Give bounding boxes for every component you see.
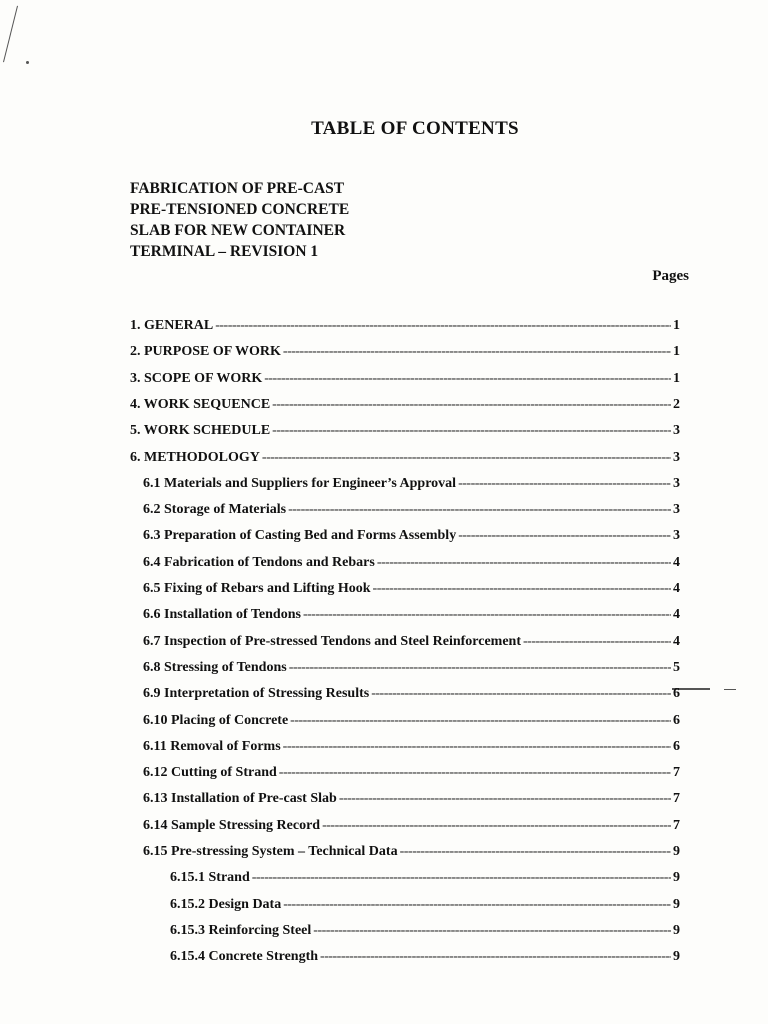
- toc-leader-dashes: [283, 897, 671, 913]
- toc-leader-dashes: [458, 528, 671, 544]
- pages-column-label: Pages: [652, 268, 689, 284]
- toc-entry-page: 7: [673, 765, 680, 780]
- toc-leader-dashes: [322, 818, 671, 834]
- toc-entry: [143, 713, 680, 733]
- toc-entry-page: 5: [673, 660, 680, 675]
- toc-entry-label: 6. METHODOLOGY: [130, 450, 260, 465]
- toc-entry-page: 6: [673, 713, 680, 728]
- toc-entry-label: 6.9 Interpretation of Stressing Results: [143, 686, 370, 701]
- subtitle-line: PRE-TENSIONED CONCRETE: [130, 201, 350, 218]
- toc-leader-dashes: [458, 476, 671, 492]
- toc-entry: [143, 528, 680, 548]
- toc-entry: [130, 371, 680, 391]
- toc-leader-dashes: [400, 844, 671, 860]
- toc-entry-page: 3: [673, 450, 680, 465]
- toc-entry: [170, 949, 680, 969]
- toc-entry-page: 9: [673, 897, 680, 912]
- subtitle-line: TERMINAL – REVISION 1: [130, 243, 319, 260]
- toc-entry: [143, 765, 680, 785]
- toc-entry-label: 6.13 Installation of Pre-cast Slab: [143, 791, 337, 806]
- toc-leader-dashes: [283, 739, 671, 755]
- toc-entry-page: 2: [673, 397, 680, 412]
- toc-entry-label: 2. PURPOSE OF WORK: [130, 344, 281, 359]
- toc-entry-label: 1. GENERAL: [130, 318, 214, 333]
- toc-entry-label: 6.15 Pre-stressing System – Technical Data: [143, 844, 398, 859]
- toc-leader-dashes: [377, 555, 671, 571]
- toc-leader-dashes: [290, 713, 671, 729]
- toc-leader-dashes: [215, 318, 671, 334]
- toc-leader-dashes: [252, 870, 671, 886]
- toc-entry: [143, 791, 680, 811]
- toc-entry-label: 5. WORK SCHEDULE: [130, 423, 271, 438]
- toc-entry: [130, 450, 680, 470]
- toc-entry-page: 9: [673, 949, 680, 964]
- toc-leader-dashes: [303, 607, 671, 623]
- scan-mark-dash-small: [724, 689, 736, 690]
- toc-entry-page: 4: [673, 607, 680, 622]
- toc-leader-dashes: [523, 634, 671, 650]
- toc-entry: [143, 502, 680, 522]
- toc-entry-page: 3: [673, 476, 680, 491]
- toc-entry-page: 3: [673, 528, 680, 543]
- toc-leader-dashes: [339, 791, 671, 807]
- toc-leader-dashes: [272, 423, 671, 439]
- toc-entry-page: 6: [673, 686, 680, 701]
- toc-entry-page: 4: [673, 555, 680, 570]
- toc-leader-dashes: [272, 397, 671, 413]
- toc-entry-label: 6.5 Fixing of Rebars and Lifting Hook: [143, 581, 371, 596]
- toc-leader-dashes: [313, 923, 671, 939]
- toc-entry: [130, 423, 680, 443]
- toc-entry-page: 9: [673, 923, 680, 938]
- toc-entry-label: 6.11 Removal of Forms: [143, 739, 281, 754]
- toc-entry-label: 6.10 Placing of Concrete: [143, 713, 289, 728]
- toc-entry-label: 6.2 Storage of Materials: [143, 502, 287, 517]
- toc-entry-label: 6.7 Inspection of Pre-stressed Tendons and Steel Reinforcement: [143, 634, 521, 649]
- toc-leader-dashes: [264, 371, 671, 387]
- toc-leader-dashes: [373, 581, 671, 597]
- toc-entry-page: 1: [673, 371, 680, 386]
- toc-entry: [130, 344, 680, 364]
- toc-entry-label: 6.12 Cutting of Strand: [143, 765, 277, 780]
- toc-entry-page: 3: [673, 423, 680, 438]
- toc-entry-page: 4: [673, 581, 680, 596]
- toc-entry: [143, 607, 680, 627]
- toc-entry: [143, 660, 680, 680]
- toc-entry-label: 6.3 Preparation of Casting Bed and Forms Assembly: [143, 528, 457, 543]
- toc-entry: [143, 555, 680, 575]
- toc-entry-page: 9: [673, 870, 680, 885]
- toc-entry-page: 7: [673, 791, 680, 806]
- toc-entry-label: 6.15.2 Design Data: [170, 897, 282, 912]
- toc-entry-label: 4. WORK SEQUENCE: [130, 397, 271, 412]
- toc-entry-label: 6.15.1 Strand: [170, 870, 250, 885]
- toc-entry: [143, 634, 680, 654]
- toc-entry: [143, 476, 680, 496]
- toc-entry-page: 7: [673, 818, 680, 833]
- toc-entry: [143, 739, 680, 759]
- toc-leader-dashes: [289, 660, 671, 676]
- toc-entry-page: 4: [673, 634, 680, 649]
- toc-leader-dashes: [283, 344, 671, 360]
- toc-entry-page: 1: [673, 344, 680, 359]
- toc-entry: [143, 818, 680, 838]
- toc-entry-label: 6.6 Installation of Tendons: [143, 607, 301, 622]
- toc-entry-label: 3. SCOPE OF WORK: [130, 371, 263, 386]
- toc-entry-label: 6.1 Materials and Suppliers for Engineer’s Approval: [143, 476, 457, 491]
- toc-leader-dashes: [279, 765, 671, 781]
- toc-leader-dashes: [371, 686, 671, 702]
- toc-entry-label: 6.15.4 Concrete Strength: [170, 949, 319, 964]
- toc-entry: [143, 844, 680, 864]
- scan-mark-line: [3, 6, 18, 63]
- toc-entry-page: 3: [673, 502, 680, 517]
- toc-entry-label: 6.4 Fabrication of Tendons and Rebars: [143, 555, 375, 570]
- subtitle-line: FABRICATION OF PRE-CAST: [130, 180, 345, 197]
- toc-entry: [170, 897, 680, 917]
- toc-entry-label: 6.15.3 Reinforcing Steel: [170, 923, 312, 938]
- toc-entry-page: 1: [673, 318, 680, 333]
- toc-entry-page: 6: [673, 739, 680, 754]
- toc-entry: [170, 870, 680, 890]
- page-title: TABLE OF CONTENTS: [311, 118, 519, 139]
- toc-entry: [130, 318, 680, 338]
- toc-entry: [143, 581, 680, 601]
- toc-leader-dashes: [262, 450, 671, 466]
- toc-entry: [143, 686, 680, 706]
- toc-leader-dashes: [320, 949, 671, 965]
- toc-entry-label: 6.14 Sample Stressing Record: [143, 818, 321, 833]
- toc-leader-dashes: [288, 502, 671, 518]
- toc-entry: [170, 923, 680, 943]
- toc-entry: [130, 397, 680, 417]
- scan-mark-dot: [26, 61, 29, 64]
- toc-entry-label: 6.8 Stressing of Tendons: [143, 660, 287, 675]
- subtitle-line: SLAB FOR NEW CONTAINER: [130, 222, 346, 239]
- document-subtitle: [130, 178, 349, 262]
- toc-entry-page: 9: [673, 844, 680, 859]
